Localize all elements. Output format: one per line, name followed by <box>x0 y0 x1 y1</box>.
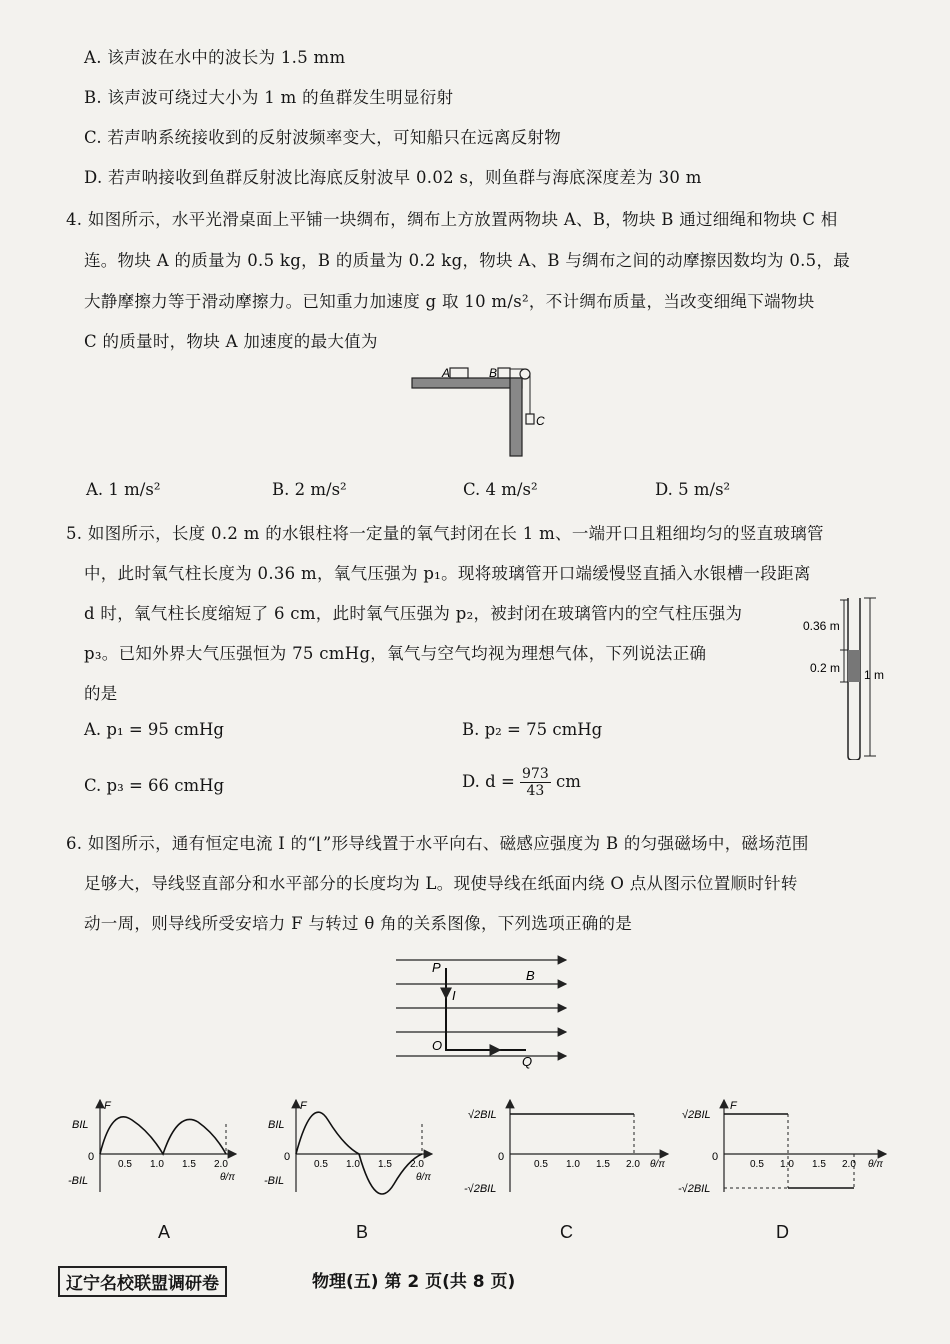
q5-option-d-unit: cm <box>556 772 581 791</box>
graph-b <box>256 1096 436 1200</box>
mercury-length-label: 0.2 m <box>810 661 841 675</box>
q5-line-2: 中，此时氧气柱长度为 0.36 m，氧气压强为 p₁。现将玻璃管开口端缓慢竖直插入水银槽一段距离 <box>84 564 811 583</box>
pulley <box>520 369 530 379</box>
graph-b-tick: 0.5 <box>314 1159 328 1170</box>
l-shaped-wire <box>446 968 526 1050</box>
tube-length-label: 1 m <box>864 668 885 682</box>
graph-d-tick: 1.0 <box>780 1159 794 1170</box>
graph-b-f-label: F <box>300 1100 307 1112</box>
oxygen-length-label: 0.36 m <box>803 619 840 633</box>
graph-a-f-label: F <box>104 1100 111 1112</box>
block-c <box>526 414 534 424</box>
graph-a-axis-label: θ/π <box>220 1172 235 1183</box>
graph-d <box>678 1096 892 1200</box>
block-b <box>498 368 510 378</box>
graph-a-zero: 0 <box>88 1151 95 1163</box>
q5-option-b: B. p₂ = 75 cmHg <box>462 720 603 739</box>
q5-line-1: 5. 如图所示，长度 0.2 m 的水银柱将一定量的氧气封闭在长 1 m、一端开口且粗细均匀的竖直玻璃管 <box>66 524 824 543</box>
q6-figure <box>388 950 578 1074</box>
graph-d-axis-label: θ/π <box>868 1159 883 1170</box>
graph-b-y-top: BIL <box>268 1119 285 1131</box>
graph-a-tick: 1.0 <box>150 1159 164 1170</box>
q4-option-d: D. 5 m/s² <box>655 480 731 499</box>
graph-d-tick: 0.5 <box>750 1159 764 1170</box>
graph-b-tick: 1.5 <box>378 1159 392 1170</box>
graph-d-letter: D <box>776 1222 789 1242</box>
fraction-denominator: 43 <box>526 783 545 799</box>
q5-option-d <box>462 766 581 799</box>
graph-d-f-label: F <box>730 1100 737 1112</box>
graph-c-tick: 0.5 <box>534 1159 548 1170</box>
graph-c-y-top: √2BIL <box>468 1109 497 1121</box>
q5-option-c: C. p₃ = 66 cmHg <box>84 776 225 795</box>
block-b-label: B <box>489 366 498 380</box>
graph-a-tick: 2.0 <box>214 1159 228 1170</box>
q4-option-c: C. 4 m/s² <box>463 480 538 499</box>
graph-d-y-bottom: -√2BIL <box>678 1183 711 1195</box>
graph-a-y-top: BIL <box>72 1119 89 1131</box>
q6-line-3: 动一周，则导线所受安培力 F 与转过 θ 角的关系图像，下列选项正确的是 <box>84 914 633 933</box>
block-c-label: C <box>536 414 545 428</box>
graph-c-letter: C <box>560 1222 573 1242</box>
q4-line-2: 连。物块 A 的质量为 0.5 kg，B 的质量为 0.2 kg，物块 A、B 与绸布之间的动摩擦因数均为 0.5，最 <box>84 251 851 270</box>
graph-a-y-bottom: -BIL <box>68 1175 89 1187</box>
graph-d-y-top: √2BIL <box>682 1109 711 1121</box>
q4-figure <box>410 362 560 466</box>
graph-a-tick: 0.5 <box>118 1159 132 1170</box>
graph-c <box>462 1096 672 1200</box>
graph-c-tick: 2.0 <box>626 1159 640 1170</box>
graph-c-zero: 0 <box>498 1151 505 1163</box>
q5-figure <box>800 594 895 764</box>
fraction-numerator: 973 <box>522 766 549 782</box>
graph-b-tick: 1.0 <box>346 1159 360 1170</box>
point-p-label: P <box>432 960 441 975</box>
point-o-label: O <box>432 1038 443 1053</box>
graph-a-tick: 1.5 <box>182 1159 196 1170</box>
q3-option-c: C. 若声呐系统接收到的反射波频率变大，可知船只在远离反射物 <box>84 128 562 147</box>
footer-page-info: 物理(五) 第 2 页(共 8 页) <box>312 1272 516 1292</box>
graph-b-letter: B <box>356 1222 369 1242</box>
field-b-label: B <box>526 968 535 983</box>
q5-option-a: A. p₁ = 95 cmHg <box>84 720 224 739</box>
q5-line-5: 的是 <box>84 684 118 703</box>
graph-c-tick: 1.0 <box>566 1159 580 1170</box>
footer-exam-name: 辽宁名校联盟调研卷 <box>58 1266 227 1297</box>
q5-line-3: d 时，氧气柱长度缩短了 6 cm，此时氧气压强为 p₂，被封闭在玻璃管内的空气柱压强为 <box>84 604 743 623</box>
graph-c-tick: 1.5 <box>596 1159 610 1170</box>
block-a <box>450 368 468 378</box>
q4-line-4: C 的质量时，物块 A 加速度的最大值为 <box>84 332 378 351</box>
q4-option-b: B. 2 m/s² <box>272 480 347 499</box>
current-i-label: I <box>452 988 456 1003</box>
q3-option-d: D. 若声呐接收到鱼群反射波比海底反射波早 0.02 s，则鱼群与海底深度差为 30 m <box>84 168 702 187</box>
magnetic-field-lines <box>396 960 566 1056</box>
q5-line-4: p₃。已知外界大气压强恒为 75 cmHg，氧气与空气均视为理想气体，下列说法正确 <box>84 644 707 663</box>
graph-b-tick: 2.0 <box>410 1159 424 1170</box>
q4-line-3: 大静摩擦力等于滑动摩擦力。已知重力加速度 g 取 10 m/s²，不计绸布质量，当改变细绳下端物块 <box>84 292 815 311</box>
q5-option-d-fraction <box>520 766 551 799</box>
graph-a-curve <box>100 1117 226 1154</box>
point-q-label: Q <box>522 1054 533 1069</box>
q5-option-d-prefix: D. d = <box>462 772 515 791</box>
q6-line-1: 6. 如图所示，通有恒定电流 I 的“⌊”形导线置于水平向右、磁感应强度为 B 的匀强磁场中，磁场范围 <box>66 834 809 853</box>
graph-a <box>60 1096 240 1200</box>
graph-a-letter: A <box>158 1222 171 1242</box>
graph-b-y-bottom: -BIL <box>264 1175 285 1187</box>
q3-option-a: A. 该声波在水中的波长为 1.5 mm <box>84 48 346 67</box>
graph-b-zero: 0 <box>284 1151 291 1163</box>
q6-line-2: 足够大，导线竖直部分和水平部分的长度均为 L。现使导线在纸面内绕 O 点从图示位置顺时针转 <box>84 874 798 893</box>
graph-d-zero: 0 <box>712 1151 719 1163</box>
graph-d-tick: 1.5 <box>812 1159 826 1170</box>
graph-b-axis-label: θ/π <box>416 1172 431 1183</box>
graph-c-y-bottom: -√2BIL <box>464 1183 497 1195</box>
mercury-column <box>848 650 860 682</box>
q3-option-b: B. 该声波可绕过大小为 1 m 的鱼群发生明显衍射 <box>84 88 454 107</box>
graph-c-axis-label: θ/π <box>650 1159 665 1170</box>
graph-b-curve <box>296 1112 422 1194</box>
q4-line-1: 4. 如图所示，水平光滑桌面上平铺一块绸布，绸布上方放置两物块 A、B，物块 B 通过细绳和物块 C 相 <box>66 210 838 229</box>
graph-d-tick: 2.0 <box>842 1159 856 1170</box>
q4-option-a: A. 1 m/s² <box>86 480 161 499</box>
block-a-label: A <box>442 366 451 380</box>
